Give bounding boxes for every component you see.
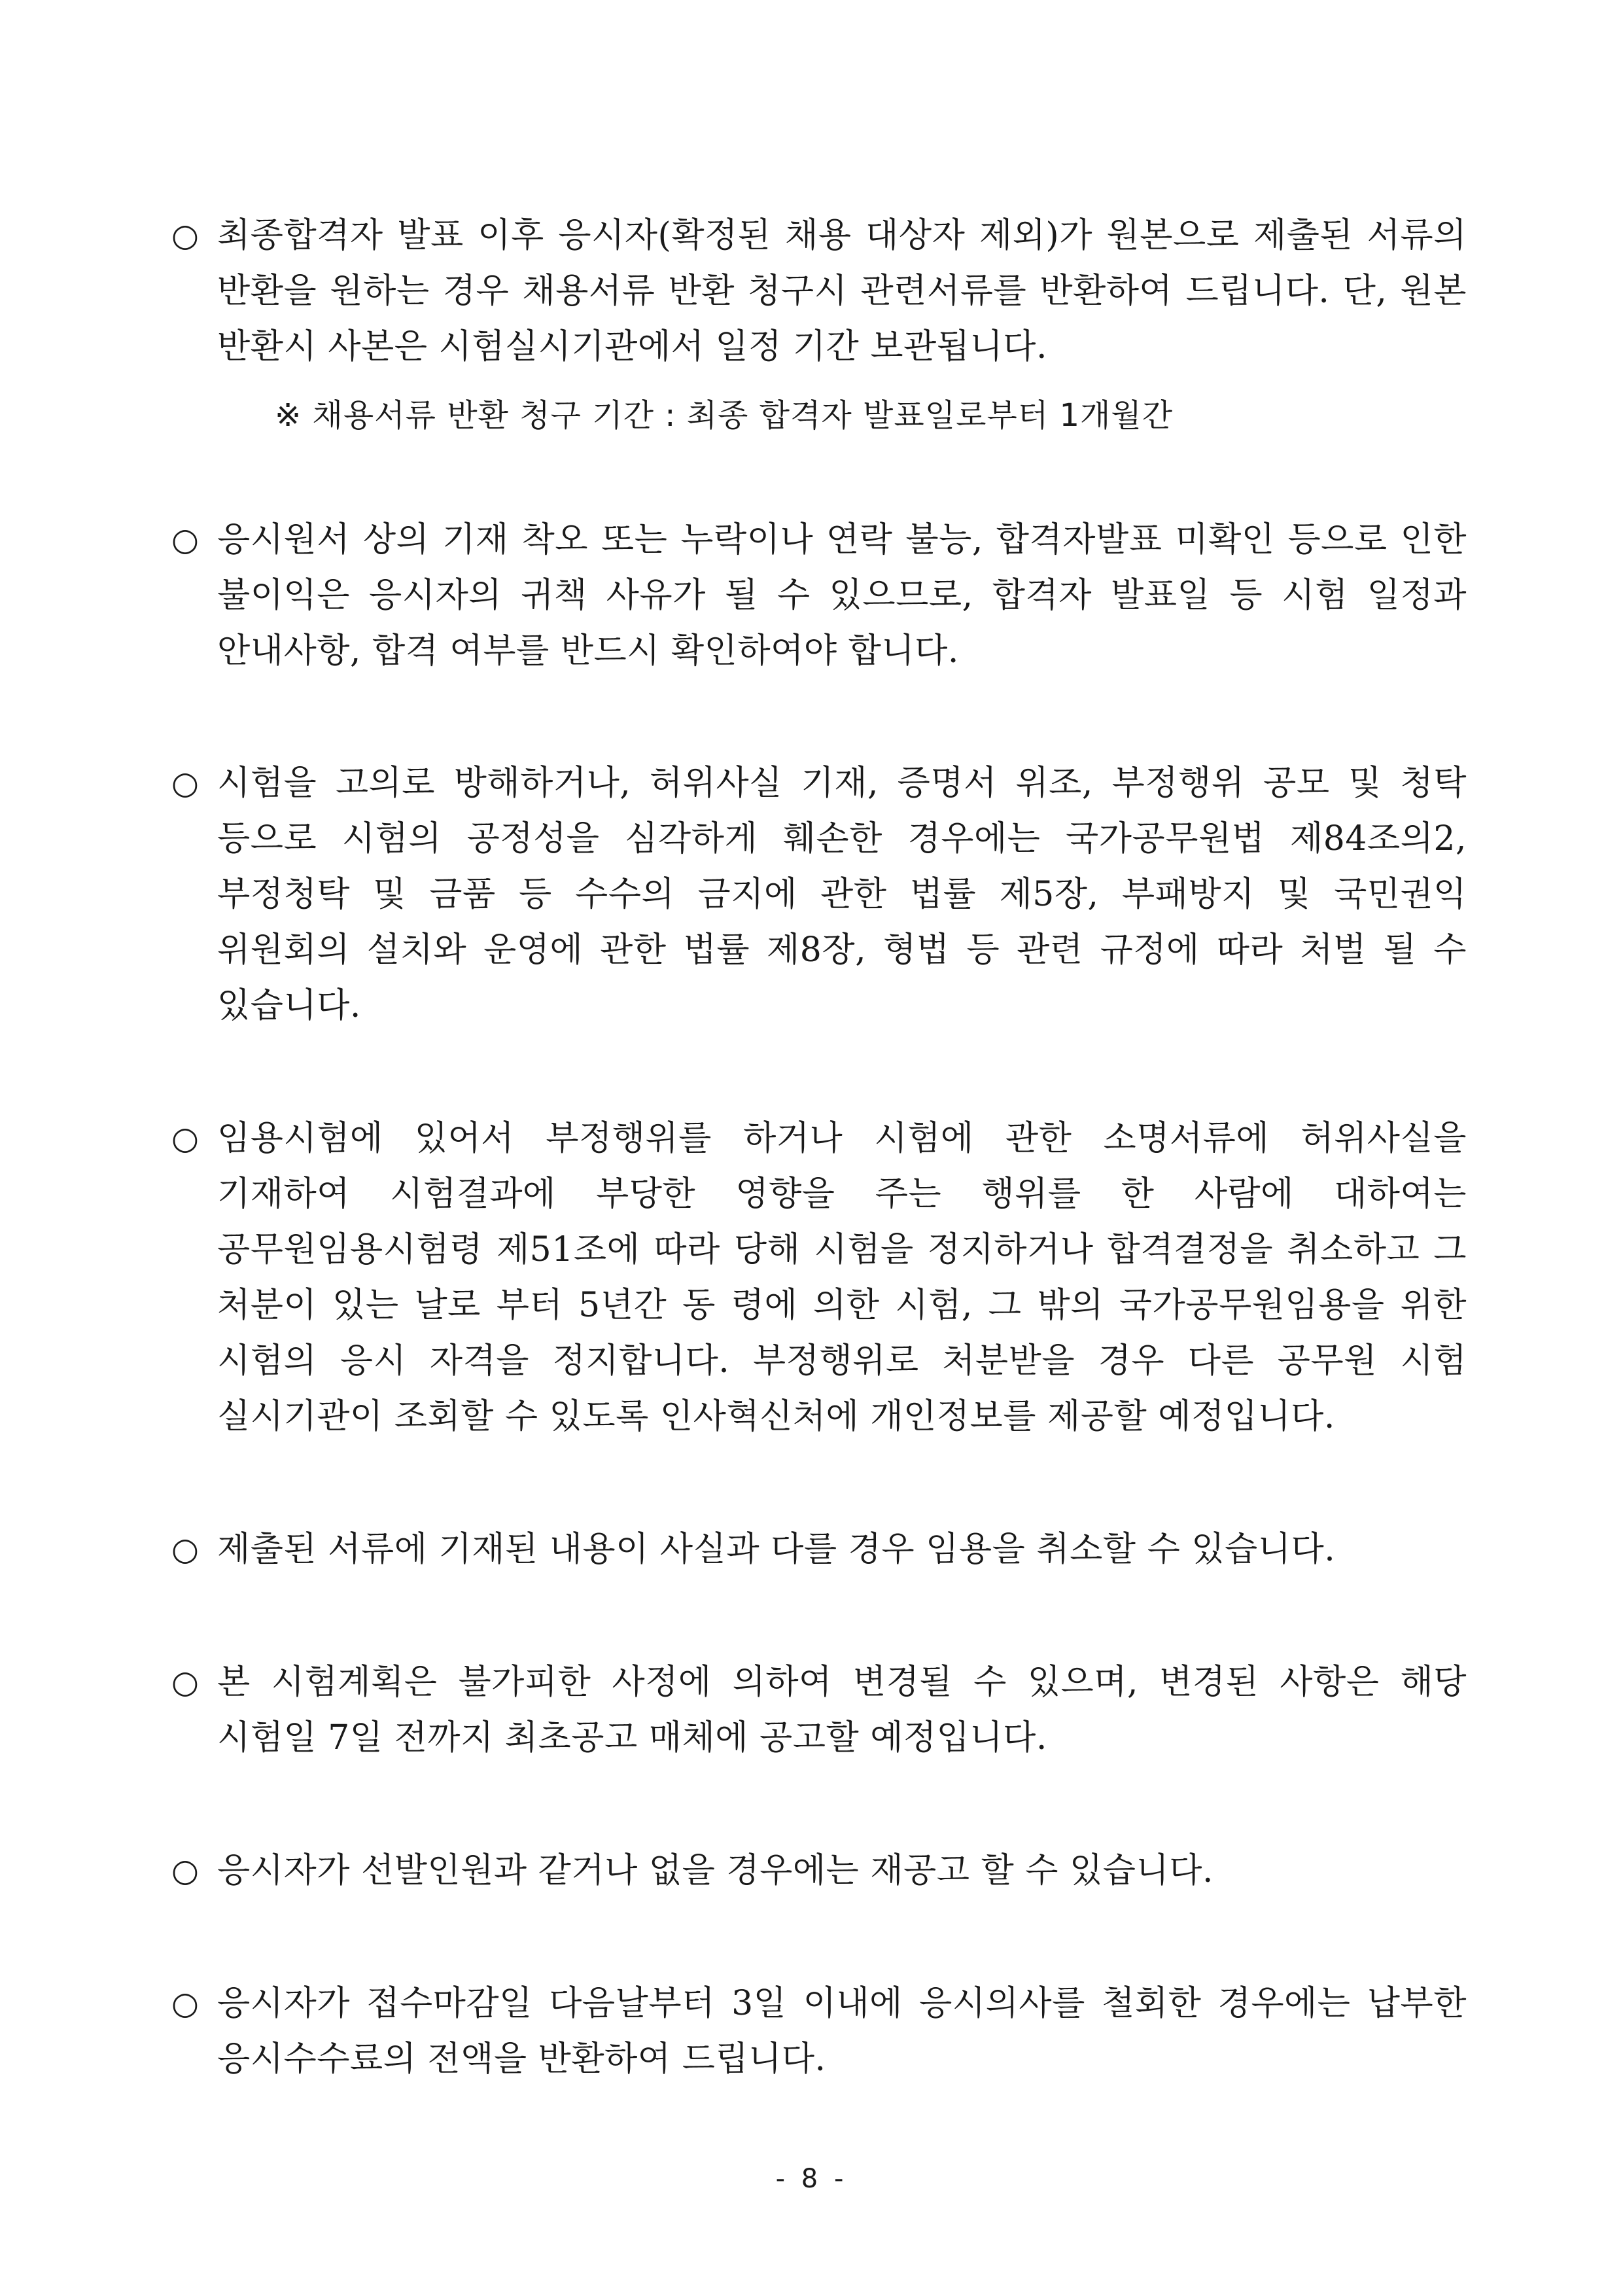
bullet-circle-icon: ○ (171, 765, 199, 802)
bullet-circle-icon: ○ (171, 1985, 199, 2022)
notice-item-document-return (171, 208, 1467, 444)
bullet-circle-icon: ○ (171, 1120, 199, 1157)
page-number: - 8 - (775, 2164, 848, 2194)
notice-text: 시험을 고의로 방해하거나, 허위사실 기재, 증명서 위조, 부정행위 공모 및 청탁 등으로 시험의 공정성을 심각하게 훼손한 경우에는 국가공무원법 제84조의2, 부정청탁 및 금품 등 수수의 금지에 관한 법률 제5장, 부패방지 및 국민권익 위원회의 설치와 운영에 관한 법률 제8장, 형법 등 관련 규정에 따라 처벌 될 수 있습니다. (217, 764, 1467, 1025)
bullet-circle-icon: ○ (171, 217, 199, 254)
notice-item-false-documents (171, 1522, 1467, 1578)
notice-item-misconduct (171, 1111, 1467, 1445)
notice-item-plan-change (171, 1655, 1467, 1766)
notice-item-exam-obstruction (171, 756, 1467, 1034)
bullet-circle-icon: ○ (171, 1531, 199, 1568)
bullet-circle-icon: ○ (171, 1852, 199, 1889)
bullet-circle-icon: ○ (171, 1664, 199, 1701)
notice-list (171, 208, 1467, 2087)
notice-text: 임용시험에 있어서 부정행위를 하거나 시험에 관한 소명서류에 허위사실을 기재하여 시험결과에 부당한 영향을 주는 행위를 한 사람에 대하여는 공무원임용시험령 제51조에 따라 당해 시험을 정지하거나 합격결정을 취소하고 그 처분이 있는 날로 부터 5년간 동 령에 의한 시험, 그 밖의 국가공무원임용을 위한 시험의 응시 자격을 정지합니다. 부정행위로 처분받을 경우 다른 공무원 시험 실시기관이 조회할 수 있도록 인사혁신처에 개인정보를 제공할 예정입니다. (217, 1119, 1467, 1436)
notice-text: 응시자가 접수마감일 다음날부터 3일 이내에 응시의사를 철회한 경우에는 납부한 응시수수료의 전액을 반환하여 드립니다. (217, 1984, 1467, 2079)
notice-text: 제출된 서류에 기재된 내용이 사실과 다를 경우 임용을 취소할 수 있습니다. (217, 1530, 1336, 1569)
notice-note: ※ 채용서류 반환 청구 기간 : 최종 합격자 발표일로부터 1개월간 (275, 397, 1174, 434)
bullet-circle-icon: ○ (171, 521, 199, 558)
notice-item-application-errors (171, 512, 1467, 679)
notice-item-fee-refund (171, 1976, 1467, 2087)
notice-text: 응시원서 상의 기재 착오 또는 누락이나 연락 불능, 합격자발표 미확인 등으로 인한 불이익은 응시자의 귀책 사유가 될 수 있으므로, 합격자 발표일 등 시험 일정과 안내사항, 합격 여부를 반드시 확인하여야 합니다. (217, 520, 1467, 671)
notice-text: 응시자가 선발인원과 같거나 없을 경우에는 재공고 할 수 있습니다. (217, 1851, 1214, 1890)
notice-item-re-announcement (171, 1843, 1467, 1899)
notice-text: 본 시험계획은 불가피한 사정에 의하여 변경될 수 있으며, 변경된 사항은 해당 시험일 7일 전까지 최초공고 매체에 공고할 예정입니다. (217, 1663, 1467, 1757)
notice-text: 최종합격자 발표 이후 응시자(확정된 채용 대상자 제외)가 원본으로 제출된 서류의 반환을 원하는 경우 채용서류 반환 청구시 관련서류를 반환하여 드립니다. 단, 원본 반환시 사본은 시험실시기관에서 일정 기간 보관됩니다. (217, 216, 1467, 366)
